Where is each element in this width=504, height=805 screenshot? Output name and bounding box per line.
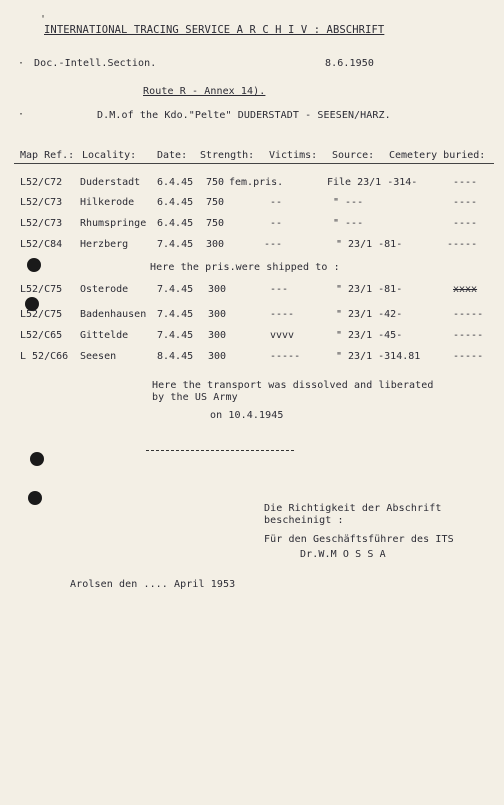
note: fem.pris. [229, 177, 284, 188]
date: 6.4.45 [157, 177, 194, 188]
strength: 300 [208, 351, 227, 362]
victims: ----- [270, 351, 301, 362]
map-ref: L52/C84 [20, 239, 63, 250]
source: " 23/1 -45- [336, 330, 403, 341]
liberation-date: on 10.4.1945 [210, 410, 284, 421]
place-date: Arolsen den .... April 1953 [70, 579, 236, 590]
strength: 750 [206, 218, 225, 229]
map-ref: L52/C75 [20, 309, 63, 320]
margin-tick: ' [40, 14, 47, 25]
department: Doc.-Intell.Section. [34, 58, 157, 69]
victims: --- [270, 284, 289, 295]
document-title: INTERNATIONAL TRACING SERVICE A R C H I V : ABSCHRIFT [44, 24, 385, 36]
column-header: Date: [157, 150, 188, 161]
document-date: 8.6.1950 [325, 58, 374, 69]
margin-tick: · [18, 109, 25, 120]
column-header: Strength: [200, 150, 255, 161]
cemetery: xxxx [453, 284, 478, 295]
strength: 300 [208, 330, 227, 341]
date: 7.4.45 [157, 330, 194, 341]
victims: -- [270, 197, 283, 208]
victims: -- [270, 218, 283, 229]
date: 8.4.45 [157, 351, 194, 362]
locality: Seesen [80, 351, 117, 362]
locality: Badenhausen [80, 309, 147, 320]
certification-line: bescheinigt : [264, 515, 344, 526]
subject-line: D.M.of the Kdo."Pelte" DUDERSTADT - SEESEN/HARZ. [97, 110, 391, 121]
header-rule [14, 163, 494, 164]
shipped-note: Here the pris.were shipped to : [150, 262, 340, 273]
strength: 300 [208, 309, 227, 320]
map-ref: L52/C73 [20, 218, 63, 229]
map-ref: L52/C73 [20, 197, 63, 208]
victims: --- [264, 239, 283, 250]
strength: 750 [206, 177, 225, 188]
strength: 750 [206, 197, 225, 208]
cemetery: ----- [453, 330, 484, 341]
column-header: Map Ref.: [20, 150, 75, 161]
victims: ---- [270, 309, 295, 320]
locality: Rhumspringe [80, 218, 147, 229]
date: 7.4.45 [157, 309, 194, 320]
source: " 23/1 -42- [336, 309, 403, 320]
date: 7.4.45 [157, 284, 194, 295]
margin-tick: · [18, 58, 25, 69]
locality: Gittelde [80, 330, 129, 341]
locality: Herzberg [80, 239, 129, 250]
locality: Duderstadt [80, 177, 141, 188]
source: " 23/1 -314.81 [336, 351, 421, 362]
cemetery: ----- [453, 309, 484, 320]
certification-line: Die Richtigkeit der Abschrift [264, 503, 442, 514]
date: 6.4.45 [157, 218, 194, 229]
punch-hole [30, 452, 44, 466]
transport-line: Here the transport was dissolved and liberated [152, 380, 434, 391]
certification-line: Für den Geschäftsführer des ITS [264, 534, 454, 545]
punch-hole [28, 491, 42, 505]
source: " --- [333, 197, 364, 208]
cemetery: ---- [453, 197, 478, 208]
cemetery: ---- [453, 177, 478, 188]
route-label: Route R - Annex 14). [143, 86, 266, 97]
date: 7.4.45 [157, 239, 194, 250]
source: File 23/1 -314- [327, 177, 418, 188]
source: " 23/1 -81- [336, 284, 403, 295]
victims: vvvv [270, 330, 295, 341]
transport-line: by the US Army [152, 392, 238, 403]
strength: 300 [206, 239, 225, 250]
column-header: Cemetery buried: [389, 150, 486, 161]
separator-line [146, 450, 294, 451]
map-ref: L52/C65 [20, 330, 63, 341]
map-ref: L52/C75 [20, 284, 63, 295]
column-header: Source: [332, 150, 375, 161]
cemetery: ----- [447, 239, 478, 250]
map-ref: L52/C72 [20, 177, 63, 188]
locality: Osterode [80, 284, 129, 295]
source: " --- [333, 218, 364, 229]
source: " 23/1 -81- [336, 239, 403, 250]
column-header: Locality: [82, 150, 137, 161]
locality: Hilkerode [80, 197, 135, 208]
strength: 300 [208, 284, 227, 295]
map-ref: L 52/C66 [20, 351, 69, 362]
date: 6.4.45 [157, 197, 194, 208]
cemetery: ---- [453, 218, 478, 229]
cemetery: ----- [453, 351, 484, 362]
punch-hole [27, 258, 41, 272]
signatory-name: Dr.W.M O S S A [300, 549, 386, 560]
column-header: Victims: [269, 150, 318, 161]
